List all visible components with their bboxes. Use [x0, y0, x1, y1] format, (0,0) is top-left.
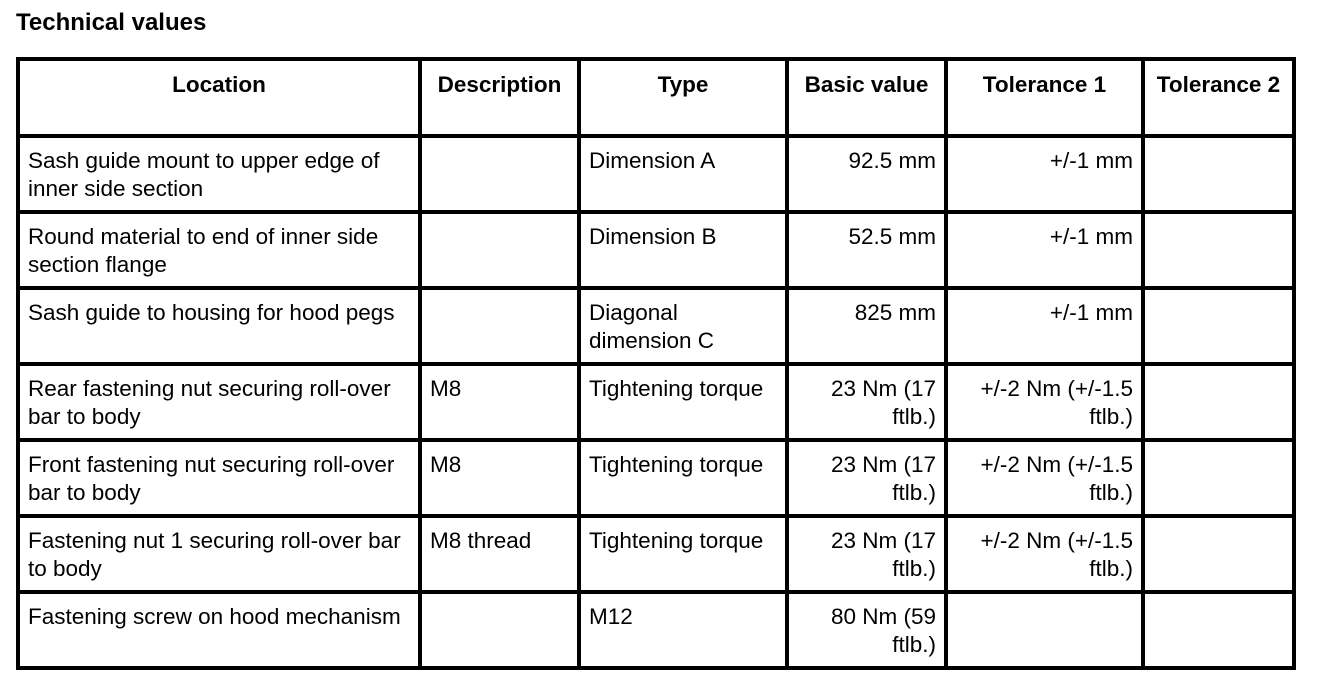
cell-tolerance-1: +/-2 Nm (+/-1.5 ftlb.) [946, 440, 1143, 516]
cell-location: Fastening screw on hood mechanism [18, 592, 420, 668]
cell-type: Dimension A [579, 136, 787, 212]
cell-location: Rear fastening nut securing roll-over bar to body [18, 364, 420, 440]
cell-tolerance-2 [1143, 440, 1294, 516]
technical-values-table [16, 57, 1296, 670]
column-header-tolerance-2: Tolerance 2 [1143, 59, 1294, 136]
cell-tolerance-1: +/-1 mm [946, 288, 1143, 364]
cell-basic-value: 23 Nm (17 ftlb.) [787, 516, 946, 592]
cell-type: Dimension B [579, 212, 787, 288]
page-title: Technical values [16, 9, 207, 36]
cell-type: Tightening torque [579, 440, 787, 516]
cell-type: Tightening torque [579, 364, 787, 440]
cell-tolerance-2 [1143, 516, 1294, 592]
cell-tolerance-1: +/-2 Nm (+/-1.5 ftlb.) [946, 364, 1143, 440]
cell-type: Tightening torque [579, 516, 787, 592]
table-row [18, 440, 1294, 516]
cell-description [420, 136, 579, 212]
table-row [18, 212, 1294, 288]
cell-location: Round material to end of inner side section flange [18, 212, 420, 288]
table-row [18, 516, 1294, 592]
cell-tolerance-1: +/-1 mm [946, 212, 1143, 288]
cell-type: M12 [579, 592, 787, 668]
cell-location: Fastening nut 1 securing roll-over bar to body [18, 516, 420, 592]
cell-type: Diagonal dimension C [579, 288, 787, 364]
cell-description: M8 [420, 440, 579, 516]
header-row [18, 59, 1294, 136]
column-header-description: Description [420, 59, 579, 136]
cell-tolerance-2 [1143, 212, 1294, 288]
cell-basic-value: 23 Nm (17 ftlb.) [787, 364, 946, 440]
cell-tolerance-2 [1143, 364, 1294, 440]
cell-tolerance-1: +/-1 mm [946, 136, 1143, 212]
cell-tolerance-2 [1143, 592, 1294, 668]
cell-location: Front fastening nut securing roll-over bar to body [18, 440, 420, 516]
cell-basic-value: 92.5 mm [787, 136, 946, 212]
cell-location: Sash guide mount to upper edge of inner side section [18, 136, 420, 212]
cell-basic-value: 52.5 mm [787, 212, 946, 288]
column-header-location: Location [18, 59, 420, 136]
column-header-type: Type [579, 59, 787, 136]
cell-location: Sash guide to housing for hood pegs [18, 288, 420, 364]
cell-tolerance-1 [946, 592, 1143, 668]
cell-basic-value: 23 Nm (17 ftlb.) [787, 440, 946, 516]
cell-tolerance-2 [1143, 136, 1294, 212]
cell-tolerance-1: +/-2 Nm (+/-1.5 ftlb.) [946, 516, 1143, 592]
table-row [18, 288, 1294, 364]
table-row [18, 136, 1294, 212]
cell-tolerance-2 [1143, 288, 1294, 364]
cell-description [420, 288, 579, 364]
cell-description [420, 592, 579, 668]
cell-basic-value: 825 mm [787, 288, 946, 364]
column-header-basic-value: Basic value [787, 59, 946, 136]
cell-description: M8 thread [420, 516, 579, 592]
cell-description: M8 [420, 364, 579, 440]
cell-basic-value: 80 Nm (59 ftlb.) [787, 592, 946, 668]
column-header-tolerance-1: Tolerance 1 [946, 59, 1143, 136]
table-row [18, 592, 1294, 668]
cell-description [420, 212, 579, 288]
table-row [18, 364, 1294, 440]
